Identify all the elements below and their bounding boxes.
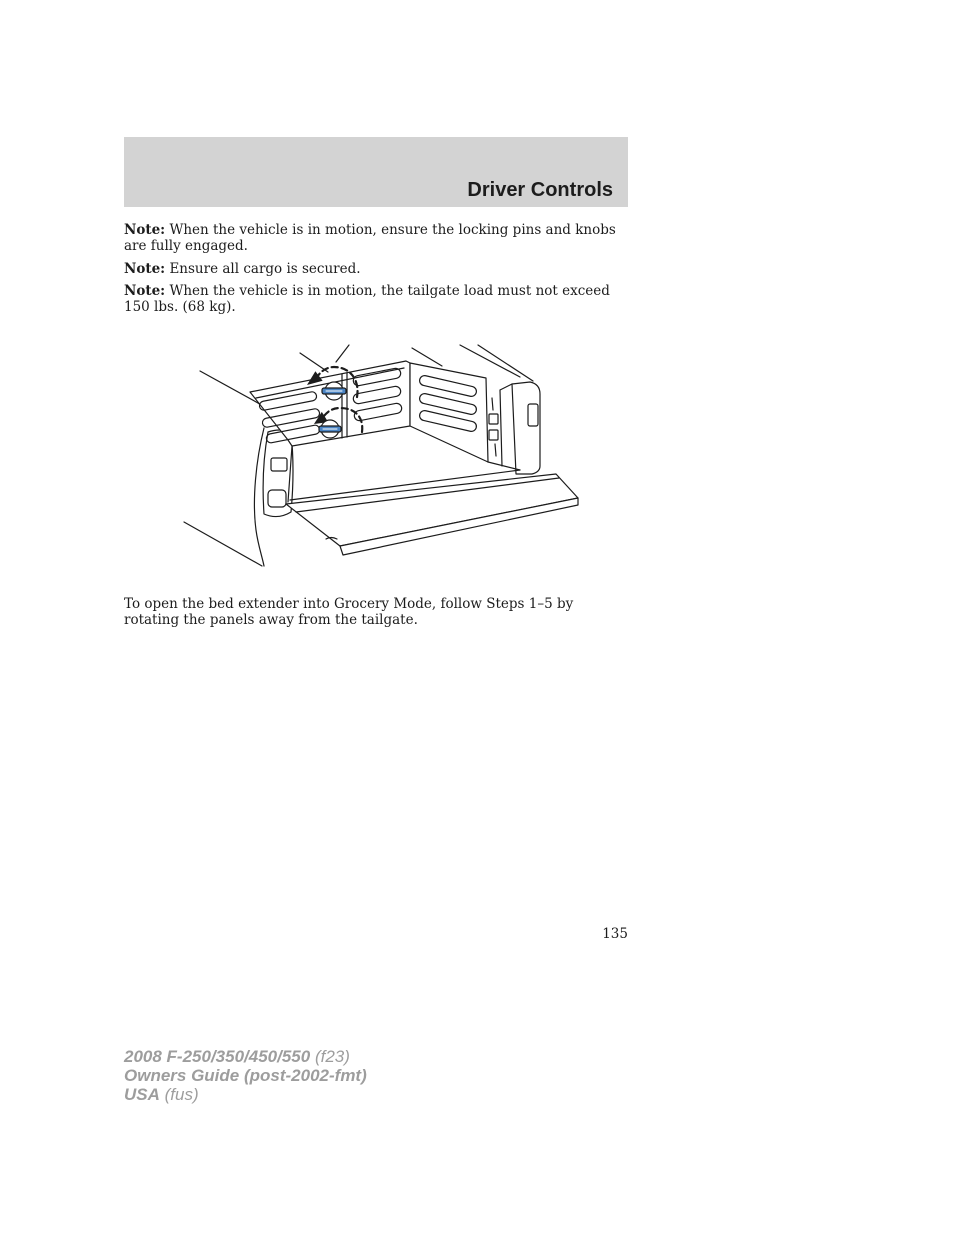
note-motion-locking: [124, 222, 628, 254]
note-line: [124, 261, 628, 277]
note-tailgate-load: [124, 283, 628, 315]
note-line: 150 lbs. (68 kg).: [124, 299, 236, 315]
note-text: Ensure all cargo is secured.: [169, 260, 361, 277]
tailgate-hinge-upper: [489, 414, 498, 424]
left-rear-corner: [254, 428, 264, 566]
left-body-lower-line: [184, 522, 262, 566]
paragraph-line: rotating the panels away from the tailgate.: [124, 612, 418, 628]
note-label: Note:: [124, 260, 166, 277]
footer-market: USA: [124, 1085, 160, 1104]
note-text: When the vehicle is in motion, ensure the locking pins and knobs: [169, 222, 616, 238]
right-bedside-inner-edge: [500, 384, 512, 466]
footer-market-code: (fus): [164, 1085, 199, 1104]
illustration-linework: [184, 345, 578, 566]
bed-extender-illustration: [180, 340, 580, 575]
latch-post: [492, 398, 496, 456]
note-text: When the vehicle is in motion, the tailgate load must not exceed: [169, 283, 610, 299]
section-header-band: [124, 137, 628, 207]
instruction-paragraph: [124, 596, 628, 628]
notes-block: [124, 222, 628, 322]
grocery-mode-instructions: [124, 596, 628, 628]
cab-edge-line-right: [336, 345, 349, 362]
right-tail-light: [512, 382, 540, 474]
note-label: Note:: [124, 222, 166, 238]
note-line: are fully engaged.: [124, 238, 248, 254]
note-label: Note:: [124, 283, 166, 299]
left-bedside-top-line: [200, 371, 258, 403]
right-bedside-rail-inner: [412, 348, 442, 366]
footer-guide-line: [124, 1066, 367, 1085]
footer-model: 2008 F-250/350/450/550: [124, 1047, 311, 1066]
tailgate-hinge-lower: [489, 430, 498, 440]
footer-guide: Owners Guide (post-2002-fmt): [124, 1066, 367, 1085]
section-title: Driver Controls: [467, 179, 613, 201]
document-footer: [124, 1047, 367, 1104]
note-cargo-secured: [124, 261, 628, 277]
note-line: [124, 222, 628, 238]
footer-market-line: [124, 1085, 367, 1104]
note-line: [124, 283, 628, 299]
footer-model-code: (f23): [314, 1047, 350, 1066]
footer-model-line: [124, 1047, 367, 1066]
paragraph-line: To open the bed extender into Grocery Mode, follow Steps 1–5 by: [124, 596, 574, 612]
bed-extender-side-panel: [410, 363, 488, 462]
page-number: 135: [602, 926, 628, 942]
